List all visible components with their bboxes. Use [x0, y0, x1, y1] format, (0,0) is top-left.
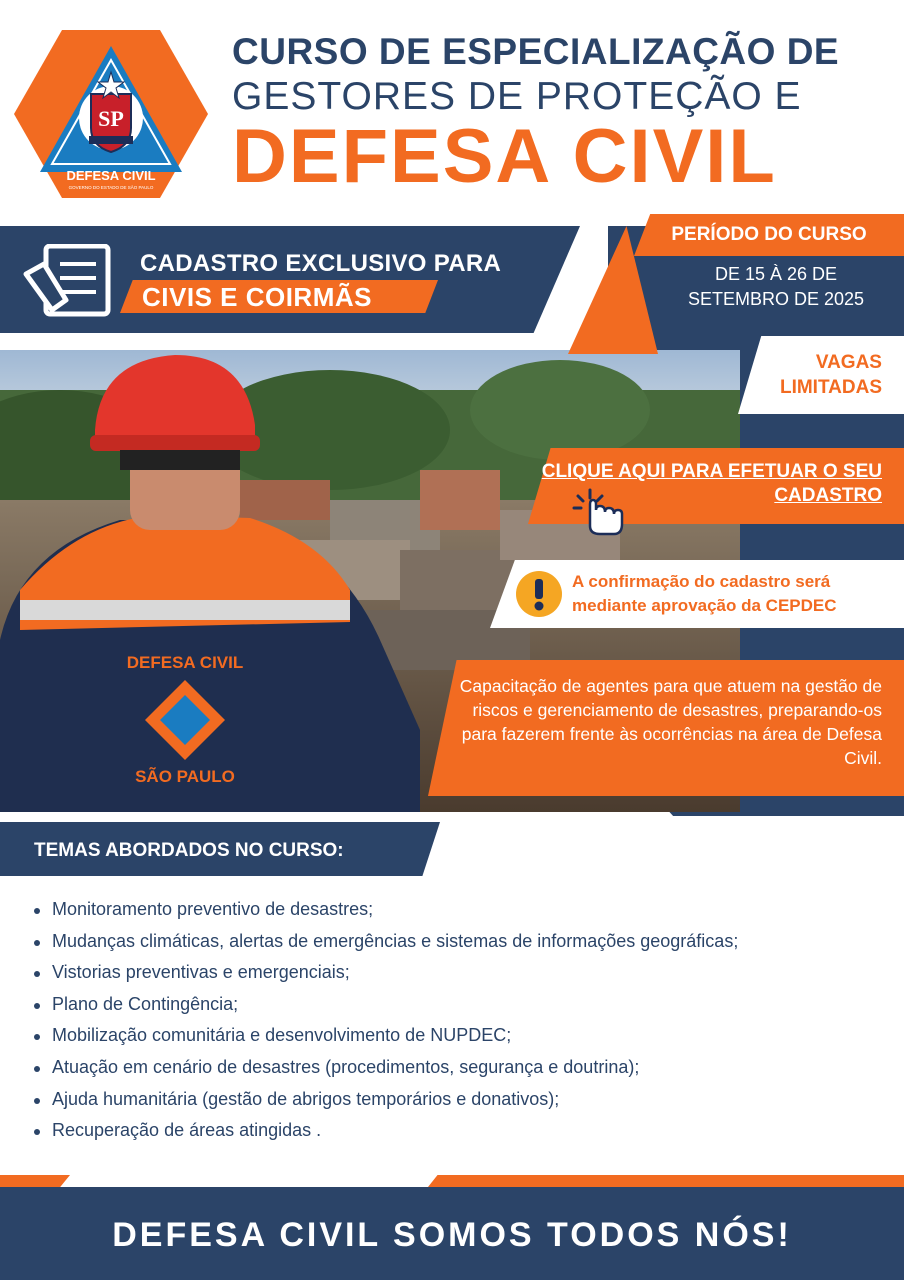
register-cta-link[interactable]: CLIQUE AQUI PARA EFETUAR O SEU CADASTRO: [541, 461, 882, 506]
confirmation-text-line-1: A confirmação do cadastro será: [572, 572, 831, 591]
list-item: Ajuda humanitária (gestão de abrigos temporários e donativos);: [34, 1084, 738, 1116]
title-line-1: CURSO DE ESPECIALIZAÇÃO DE: [232, 31, 840, 72]
confirmation-text-line-2: mediante aprovação da CEPDEC: [572, 596, 837, 615]
footer-stripe-right: [428, 1175, 904, 1187]
topics-title: TEMAS ABORDADOS NO CURSO:: [34, 840, 344, 861]
list-item: Mobilização comunitária e desenvolvimento de NUPDEC;: [34, 1020, 738, 1052]
registration-line-2: CIVIS E COIRMÃS: [142, 282, 372, 312]
list-item: Mudanças climáticas, alertas de emergências e sistemas de informações geográficas;: [34, 926, 738, 958]
logo-sub-text: GOVERNO DO ESTADO DE SÃO PAULO: [68, 185, 154, 190]
vest-text-top: DEFESA CIVIL: [126, 653, 244, 672]
alert-icon: [514, 569, 564, 619]
hand-click-icon: [572, 486, 628, 536]
title-line-2: GESTORES DE PROTEÇÃO E: [232, 75, 802, 118]
registration-line-1: CADASTRO EXCLUSIVO PARA: [140, 250, 502, 277]
defesa-civil-logo: [14, 30, 208, 198]
list-item: Atuação em cenário de desastres (procedimentos, segurança e doutrina);: [34, 1052, 738, 1084]
vagas-text: VAGAS LIMITADAS: [779, 352, 882, 398]
vest-text-bottom: SÃO PAULO: [135, 767, 235, 786]
description-text: Capacitação de agentes para que atuem na gestão de riscos e gerenciamento de desastres, preparando-os para fazerem frente às ocorrências na área de Defesa Civil.: [459, 676, 882, 768]
period-dates: DE 15 À 26 DE SETEMBRO DE 2025: [687, 264, 865, 309]
list-item: Monitoramento preventivo de desastres;: [34, 894, 738, 926]
document-edit-icon: [22, 244, 112, 318]
list-item: Recuperação de áreas atingidas .: [34, 1115, 738, 1147]
period-label: PERÍODO DO CURSO: [671, 224, 867, 245]
list-item: Vistorias preventivas e emergenciais;: [34, 957, 738, 989]
course-title: [232, 30, 882, 198]
logo-org-name: DEFESA CIVIL: [66, 168, 156, 183]
confirmation-text: [572, 570, 902, 618]
title-line-3: DEFESA CIVIL: [232, 114, 777, 199]
list-item: Plano de Contingência;: [34, 989, 738, 1021]
footer-slogan: DEFESA CIVIL SOMOS TODOS NÓS!: [112, 1216, 792, 1254]
topics-list: [34, 894, 738, 1147]
footer-stripe-left: [0, 1175, 70, 1187]
logo-seal-letters: SP: [98, 106, 124, 131]
